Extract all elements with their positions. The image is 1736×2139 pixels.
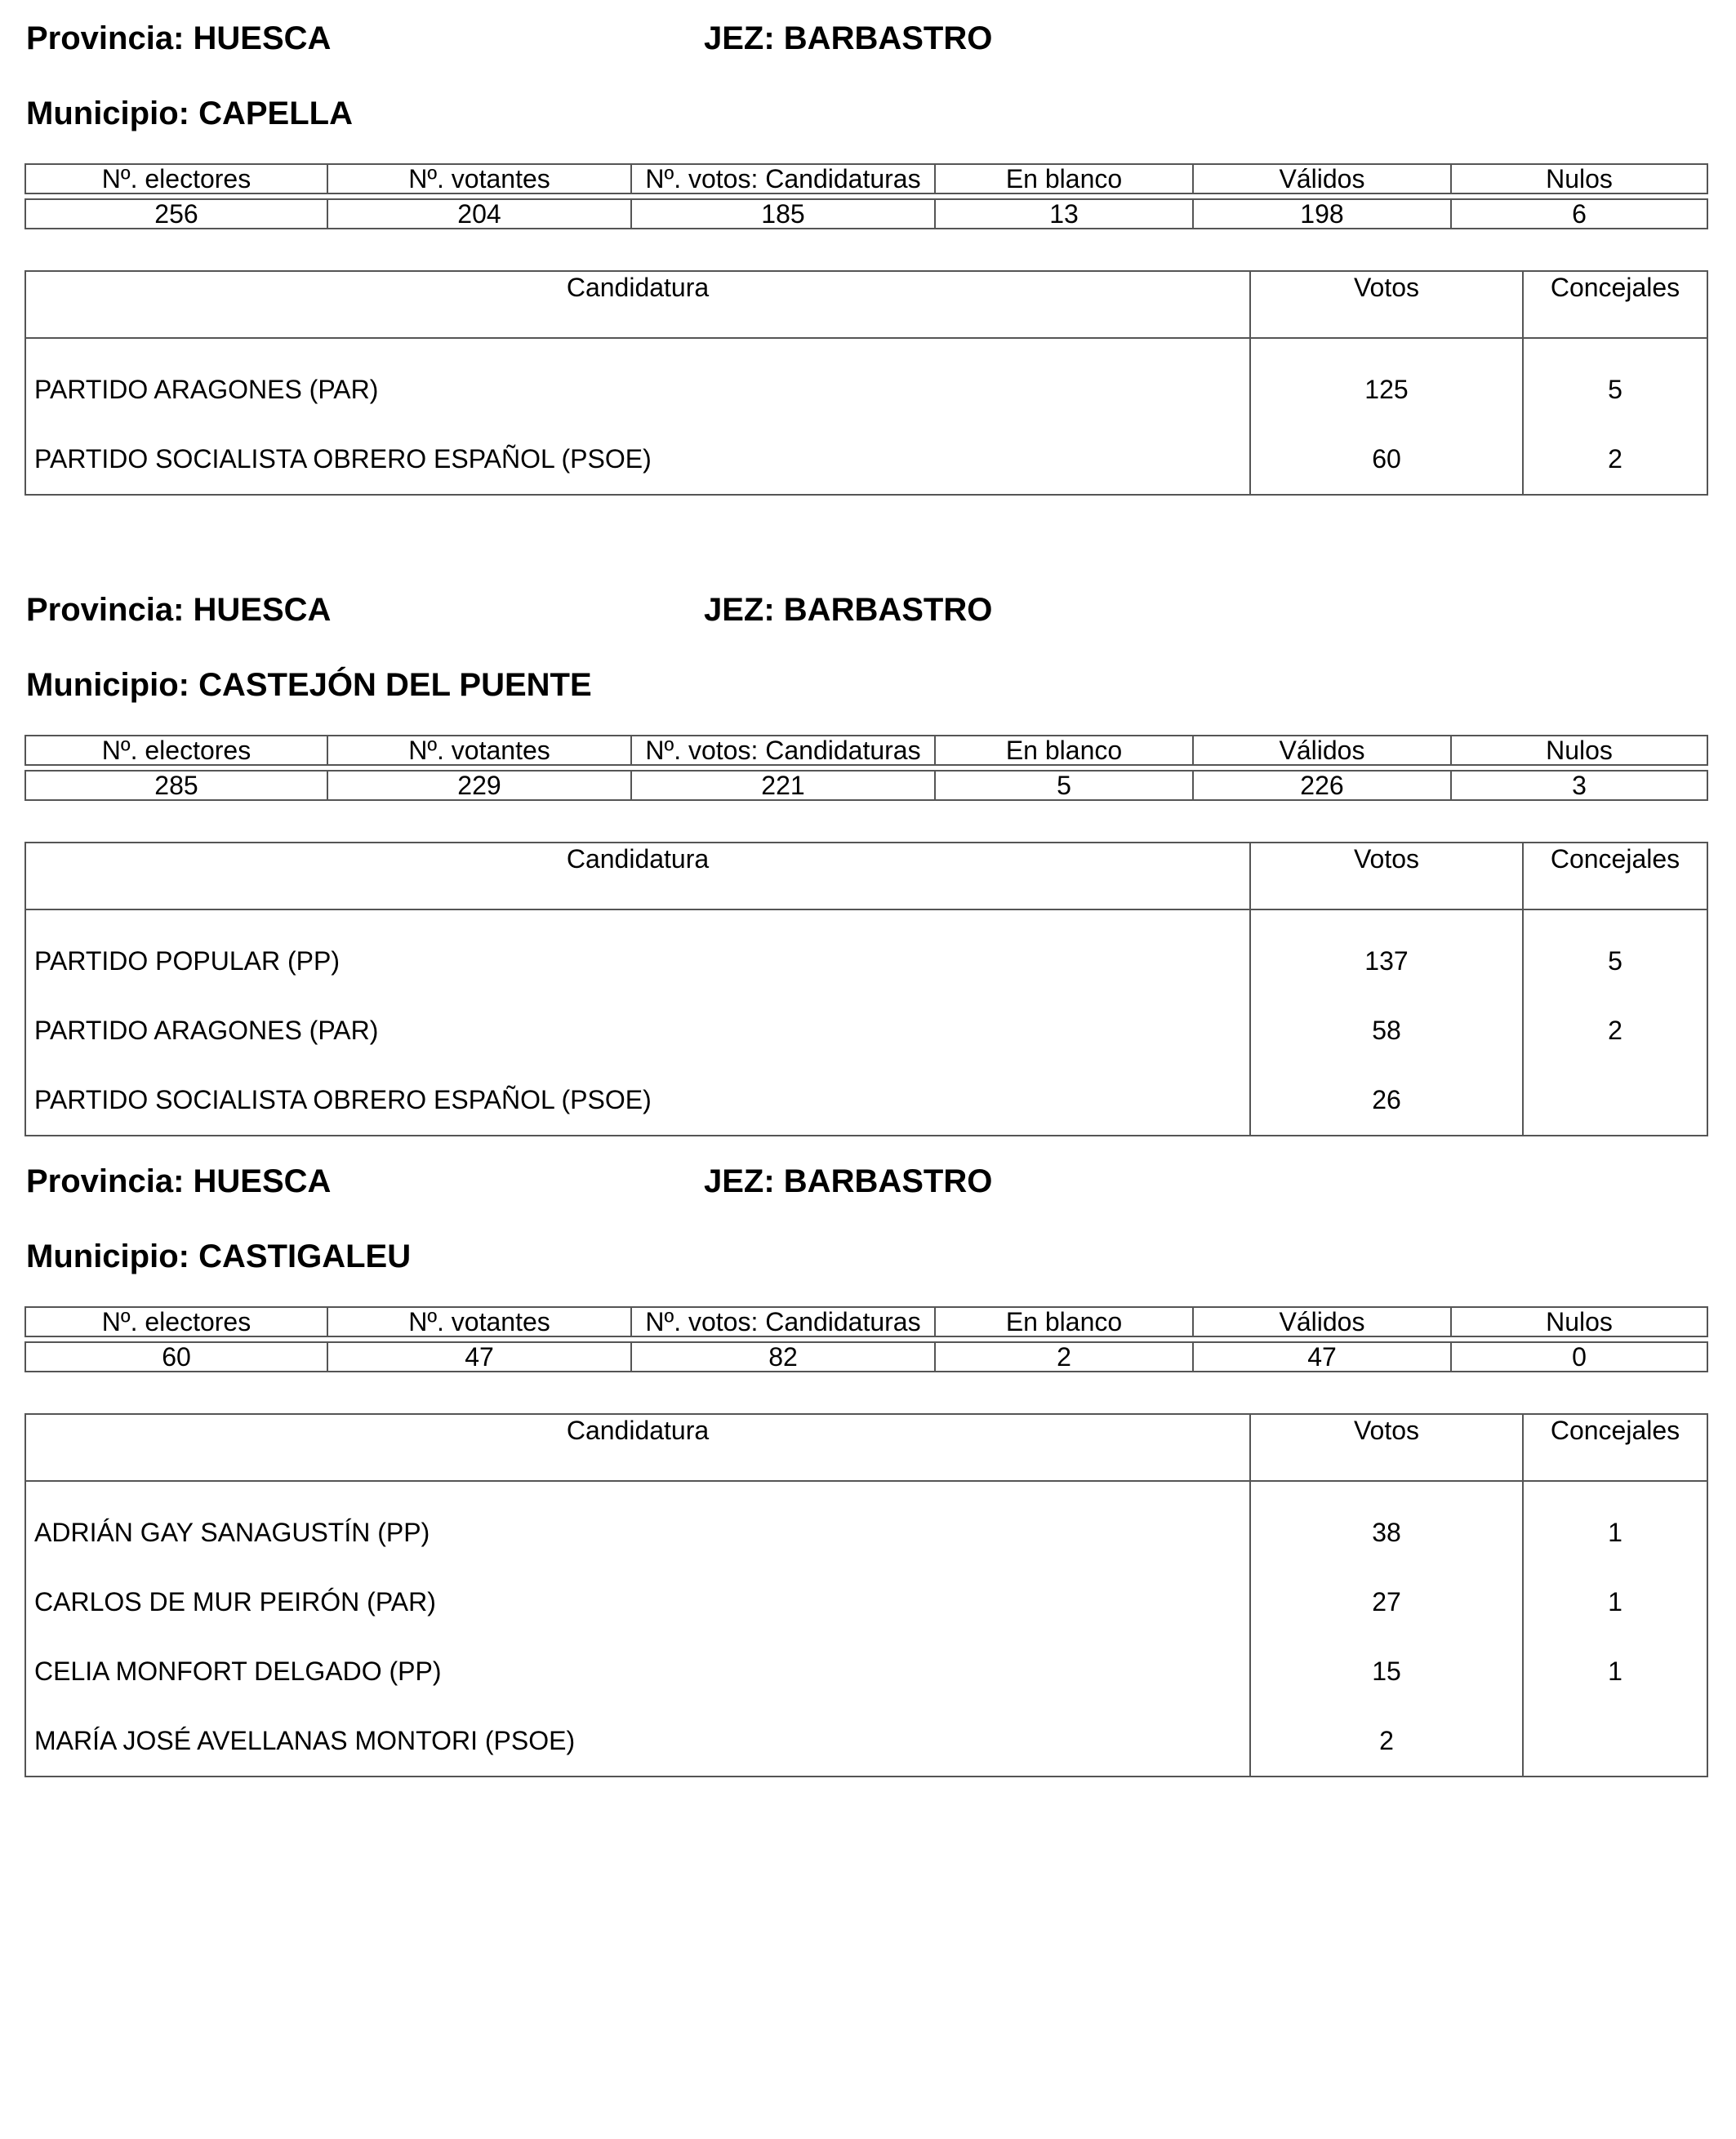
stats-values-table bbox=[24, 1341, 1708, 1372]
votos-column bbox=[1251, 1482, 1524, 1776]
candidatura-name: PARTIDO SOCIALISTA OBRERO ESPAÑOL (PSOE) bbox=[34, 1085, 652, 1114]
header-candidatura: Candidatura bbox=[26, 1415, 1251, 1480]
candidatura-votos: 125 bbox=[1364, 375, 1409, 404]
municipio-label: Municipio: CASTEJÓN DEL PUENTE bbox=[26, 667, 592, 703]
candidatura-concejales: 2 bbox=[1608, 444, 1622, 474]
stats-value-cell: 229 bbox=[327, 771, 631, 800]
candidaturas-table bbox=[24, 1413, 1708, 1777]
votos-column bbox=[1251, 910, 1524, 1135]
candidaturas-header bbox=[26, 272, 1707, 339]
candidatura-votos: 27 bbox=[1372, 1587, 1401, 1616]
stats-value-cell: 221 bbox=[631, 771, 935, 800]
stats-header-cell: Nulos bbox=[1451, 736, 1707, 765]
candidatura-concejales: 1 bbox=[1608, 1518, 1622, 1547]
jez-label: JEZ: BARBASTRO bbox=[704, 20, 993, 56]
candidatura-votos: 38 bbox=[1372, 1518, 1401, 1547]
candidatura-votos: 2 bbox=[1379, 1726, 1394, 1755]
stats-header-cell: Nulos bbox=[1451, 1307, 1707, 1336]
stats-header-cell: En blanco bbox=[935, 736, 1193, 765]
stats-header-table bbox=[24, 163, 1708, 194]
candidatura-concejales bbox=[1524, 1065, 1707, 1135]
candidaturas-header bbox=[26, 843, 1707, 910]
stats-header-cell: Nulos bbox=[1451, 164, 1707, 193]
candidatura-column bbox=[26, 339, 1251, 494]
stats-value-cell: 204 bbox=[327, 199, 631, 229]
municipio-label: Municipio: CAPELLA bbox=[26, 96, 353, 131]
stats-header-cell: Nº. votantes bbox=[327, 1307, 631, 1336]
stats-value-cell: 5 bbox=[935, 771, 1193, 800]
candidaturas-header bbox=[26, 1415, 1707, 1482]
candidatura-column bbox=[26, 910, 1251, 1135]
stats-header-cell: Válidos bbox=[1193, 736, 1451, 765]
candidaturas-body bbox=[26, 910, 1707, 1135]
candidatura-votos: 15 bbox=[1372, 1657, 1401, 1686]
candidaturas-table bbox=[24, 842, 1708, 1136]
stats-values-table bbox=[24, 198, 1708, 229]
stats-value-cell: 198 bbox=[1193, 199, 1451, 229]
stats-header-cell: Nº. votos: Candidaturas bbox=[631, 736, 935, 765]
header-concejales: Concejales bbox=[1550, 844, 1680, 874]
candidaturas-body bbox=[26, 339, 1707, 494]
candidatura-votos: 137 bbox=[1364, 946, 1409, 976]
stats-header-cell: Nº. electores bbox=[25, 1307, 327, 1336]
header-candidatura: Candidatura bbox=[26, 843, 1251, 909]
stats-header-cell: Nº. votantes bbox=[327, 736, 631, 765]
stats-header-cell: Válidos bbox=[1193, 1307, 1451, 1336]
stats-header-cell: Nº. votos: Candidaturas bbox=[631, 164, 935, 193]
header-concejales: Concejales bbox=[1550, 273, 1680, 302]
provincia-label: Provincia: HUESCA bbox=[26, 1163, 332, 1199]
stats-value-cell: 2 bbox=[935, 1342, 1193, 1372]
candidatura-concejales: 1 bbox=[1608, 1657, 1622, 1686]
stats-value-cell: 226 bbox=[1193, 771, 1451, 800]
candidaturas-body bbox=[26, 1482, 1707, 1776]
jez-label: JEZ: BARBASTRO bbox=[704, 592, 993, 628]
stats-header-cell: Válidos bbox=[1193, 164, 1451, 193]
candidatura-concejales: 2 bbox=[1608, 1016, 1622, 1045]
stats-value-cell: 82 bbox=[631, 1342, 935, 1372]
concejales-column bbox=[1524, 1482, 1707, 1776]
candidatura-name: ADRIÁN GAY SANAGUSTÍN (PP) bbox=[34, 1518, 430, 1547]
stats-header-cell: Nº. votantes bbox=[327, 164, 631, 193]
stats-value-cell: 60 bbox=[25, 1342, 327, 1372]
stats-header-cell: Nº. electores bbox=[25, 164, 327, 193]
stats-header-cell: Nº. votos: Candidaturas bbox=[631, 1307, 935, 1336]
concejales-column bbox=[1524, 339, 1707, 494]
concejales-column bbox=[1524, 910, 1707, 1135]
candidatura-concejales bbox=[1524, 1706, 1707, 1776]
candidatura-name: CELIA MONFORT DELGADO (PP) bbox=[34, 1657, 442, 1686]
header-votos: Votos bbox=[1251, 272, 1524, 337]
stats-values-table bbox=[24, 770, 1708, 801]
header-concejales: Concejales bbox=[1550, 1416, 1680, 1445]
candidatura-concejales: 1 bbox=[1608, 1587, 1622, 1616]
municipio-label: Municipio: CASTIGALEU bbox=[26, 1238, 412, 1274]
stats-header-cell: En blanco bbox=[935, 1307, 1193, 1336]
candidaturas-table bbox=[24, 270, 1708, 496]
stats-header-table bbox=[24, 735, 1708, 766]
jez-label: JEZ: BARBASTRO bbox=[704, 1163, 993, 1199]
stats-header-table bbox=[24, 1306, 1708, 1337]
header-votos: Votos bbox=[1251, 1415, 1524, 1480]
provincia-label: Provincia: HUESCA bbox=[26, 592, 332, 628]
candidatura-name: PARTIDO ARAGONES (PAR) bbox=[34, 375, 379, 404]
stats-value-cell: 3 bbox=[1451, 771, 1707, 800]
stats-header-cell: En blanco bbox=[935, 164, 1193, 193]
candidatura-name: PARTIDO POPULAR (PP) bbox=[34, 946, 340, 976]
stats-value-cell: 185 bbox=[631, 199, 935, 229]
stats-value-cell: 6 bbox=[1451, 199, 1707, 229]
stats-value-cell: 47 bbox=[1193, 1342, 1451, 1372]
header-votos: Votos bbox=[1251, 843, 1524, 909]
candidatura-concejales: 5 bbox=[1608, 946, 1622, 976]
stats-value-cell: 0 bbox=[1451, 1342, 1707, 1372]
candidatura-concejales: 5 bbox=[1608, 375, 1622, 404]
stats-value-cell: 13 bbox=[935, 199, 1193, 229]
candidatura-name: PARTIDO ARAGONES (PAR) bbox=[34, 1016, 379, 1045]
candidatura-votos: 58 bbox=[1372, 1016, 1401, 1045]
stats-value-cell: 47 bbox=[327, 1342, 631, 1372]
candidatura-name: MARÍA JOSÉ AVELLANAS MONTORI (PSOE) bbox=[34, 1726, 576, 1755]
candidatura-column bbox=[26, 1482, 1251, 1776]
provincia-label: Provincia: HUESCA bbox=[26, 20, 332, 56]
candidatura-name: PARTIDO SOCIALISTA OBRERO ESPAÑOL (PSOE) bbox=[34, 444, 652, 474]
header-candidatura: Candidatura bbox=[26, 272, 1251, 337]
stats-value-cell: 285 bbox=[25, 771, 327, 800]
candidatura-votos: 60 bbox=[1372, 444, 1401, 474]
candidatura-name: CARLOS DE MUR PEIRÓN (PAR) bbox=[34, 1587, 436, 1616]
votos-column bbox=[1251, 339, 1524, 494]
stats-header-cell: Nº. electores bbox=[25, 736, 327, 765]
stats-value-cell: 256 bbox=[25, 199, 327, 229]
candidatura-votos: 26 bbox=[1372, 1085, 1401, 1114]
